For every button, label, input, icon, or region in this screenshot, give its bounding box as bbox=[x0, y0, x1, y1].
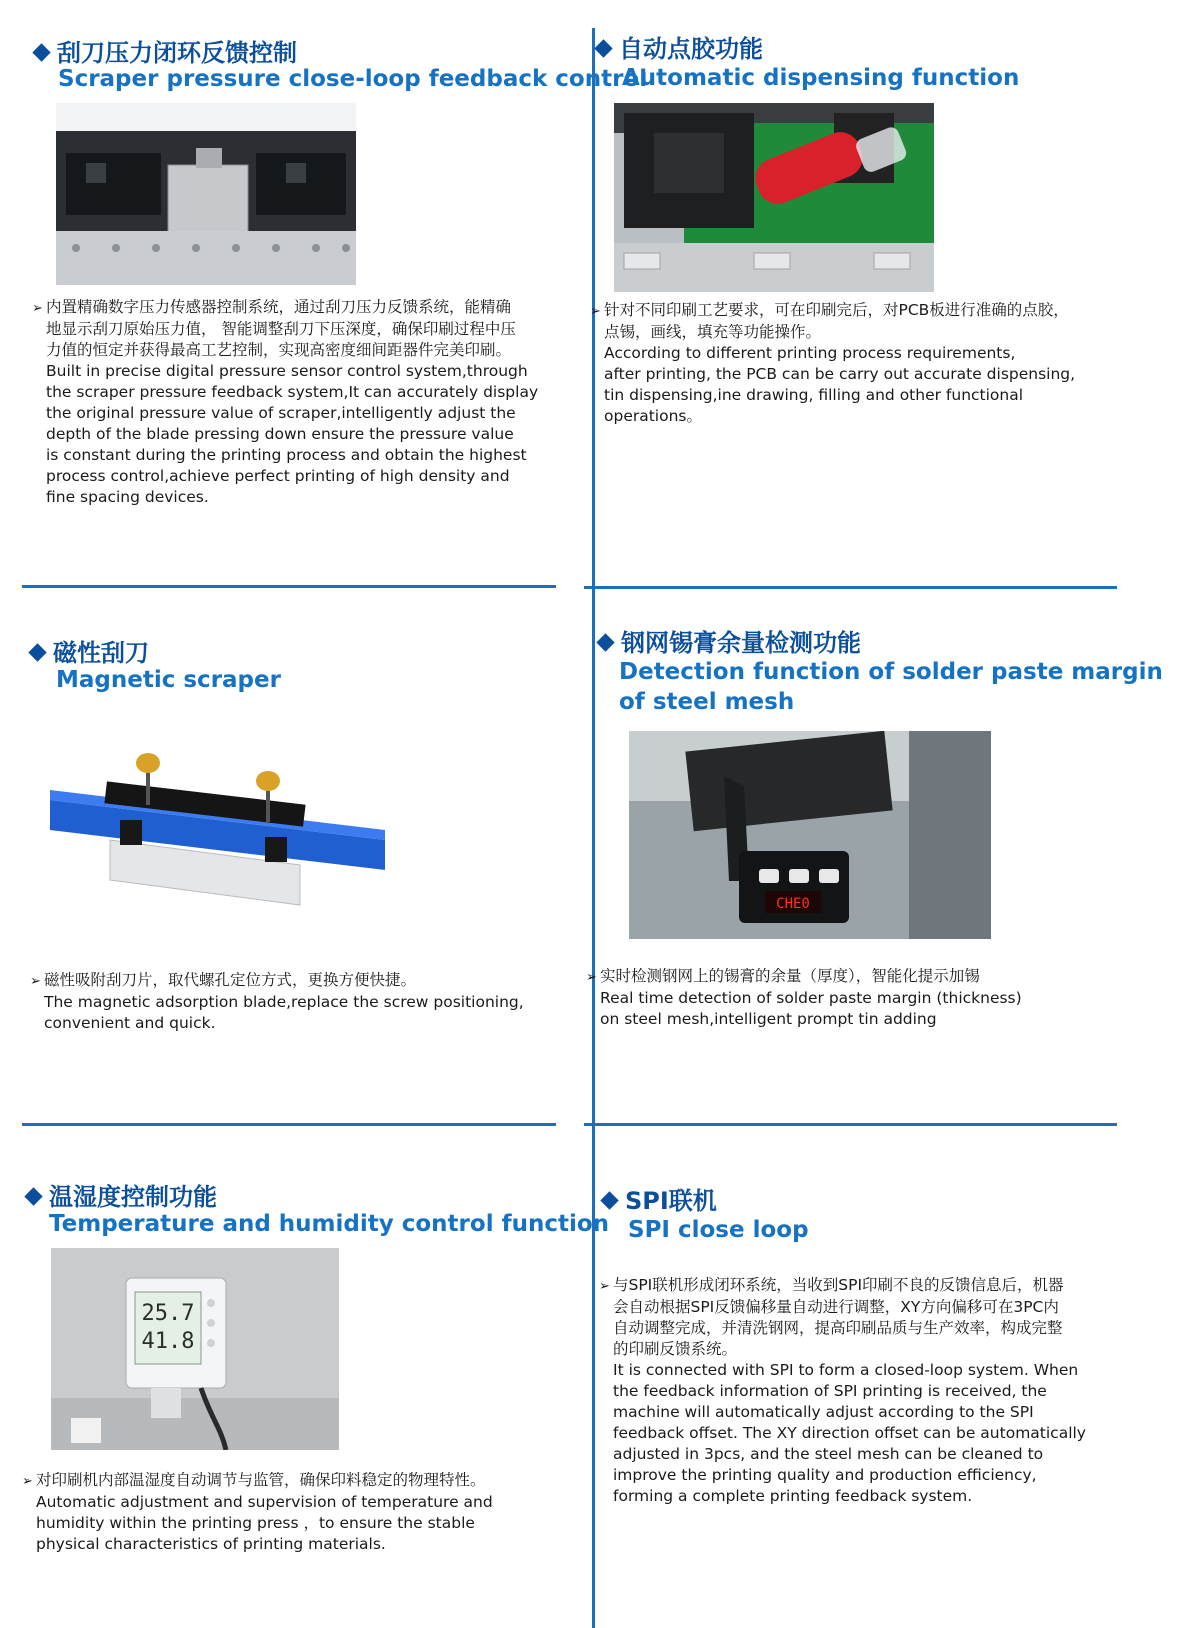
dispensing-photo bbox=[614, 103, 934, 292]
solder-sensor-photo bbox=[629, 731, 991, 939]
section-title-en: Magnetic scraper bbox=[56, 667, 281, 693]
section-title-cn: 钢网锡膏余量检测功能 bbox=[596, 628, 861, 658]
section-title-cn: 磁性刮刀 bbox=[28, 638, 149, 668]
arrow-bullet-icon: ➢ bbox=[30, 974, 41, 989]
diamond-bullet-icon bbox=[594, 39, 612, 57]
temperature-sensor-photo bbox=[51, 1248, 339, 1450]
arrow-bullet-icon: ➢ bbox=[586, 970, 597, 985]
divider-left-1 bbox=[22, 585, 556, 588]
diamond-bullet-icon bbox=[600, 1191, 618, 1209]
section-title-cn: 温湿度控制功能 bbox=[24, 1182, 217, 1212]
section-description: ➢ 与SPI联机形成闭环系统，当收到SPI印刷不良的反馈信息后，机器 会自动根据SPI反馈偏移量自动进行调整，XY方向偏移可在3PC内 自动调整完成，并清洗钢网，提高印刷品质与生产效率，构成完整 的印刷反馈系统。 It is connected with SPI to form a closed-loop system. When the feedback information of SPI printing is received, the machine will automatically adjust according to the SPI feedback offset. The XY direction offset can be automatically adjusted in 3pcs, and the steel mesh can be cleaned to improve the printing quality and production efficiency, forming a complete printing feedback system. bbox=[599, 1276, 1086, 1505]
section-description: ➢ 内置精确数字压力传感器控制系统，通过刮刀压力反馈系统，能精确 地显示刮刀原始压力值， 智能调整刮刀下压深度，确保印刷过程中压 力值的恒定并获得最高工艺控制，实现高密度细间距器件完美印刷。 Built in precise digital pressure sensor control system,through the scraper pressure feedback system,It can accurately display the original pressure value of scraper,intelligently adjust the depth of the blade pressing down ensure the pressure value is constant during the printing process and obtain the highest process control,achieve perfect printing of high density and fine spacing devices. bbox=[32, 298, 539, 506]
arrow-bullet-icon: ➢ bbox=[599, 1279, 610, 1294]
section-description: ➢ 实时检测钢网上的锡膏的余量（厚度），智能化提示加锡 Real time detection of solder paste margin (thickness) on steel mesh,intelligent prompt tin adding bbox=[586, 967, 1022, 1028]
temperature-display: 25.7 bbox=[141, 1301, 195, 1326]
section-title-en: Temperature and humidity control function bbox=[49, 1211, 610, 1237]
section-title-en: Scraper pressure close-loop feedback control bbox=[58, 66, 648, 92]
sensor-display: CHE0 bbox=[776, 896, 810, 912]
section-title-en: Detection function of solder paste margin of steel mesh bbox=[619, 659, 1163, 715]
section-title-en: SPI close loop bbox=[628, 1217, 809, 1243]
arrow-bullet-icon: ➢ bbox=[590, 304, 601, 319]
section-title-cn: 刮刀压力闭环反馈控制 bbox=[32, 38, 297, 68]
scraper-pressure-photo bbox=[56, 103, 356, 285]
divider-right-2 bbox=[584, 1123, 1117, 1126]
arrow-bullet-icon: ➢ bbox=[32, 301, 43, 316]
section-title-cn: 自动点胶功能 bbox=[594, 34, 763, 64]
diamond-bullet-icon bbox=[32, 43, 50, 61]
divider-left-2 bbox=[22, 1123, 556, 1126]
diamond-bullet-icon bbox=[596, 633, 614, 651]
section-description: ➢ 对印刷机内部温湿度自动调节与监管，确保印料稳定的物理特性。 Automatic adjustment and supervision of temperature and humidity within the printing press ，to ensure the stable physical characteristics of printing materials. bbox=[22, 1471, 493, 1553]
arrow-bullet-icon: ➢ bbox=[22, 1474, 33, 1489]
divider-right-1 bbox=[584, 586, 1117, 589]
diamond-bullet-icon bbox=[24, 1187, 42, 1205]
magnetic-scraper-photo bbox=[50, 745, 385, 915]
humidity-display: 41.8 bbox=[141, 1329, 195, 1354]
section-description: ➢ 磁性吸附刮刀片，取代螺孔定位方式，更换方便快捷。 The magnetic adsorption blade,replace the screw positioning, convenient and quick. bbox=[30, 971, 524, 1032]
section-title-en: Automatic dispensing function bbox=[622, 65, 1020, 91]
diamond-bullet-icon bbox=[28, 643, 46, 661]
section-description: ➢ 针对不同印刷工艺要求，可在印刷完后，对PCB板进行准确的点胶， 点锡，画线，填充等功能操作。 According to different printing process requirements, after printing, the PCB can be carry out accurate dispensing, tin dispensing,ine drawing, filling and other functional operations。 bbox=[590, 301, 1076, 425]
vertical-divider bbox=[592, 28, 595, 1628]
section-title-cn: SPI联机 bbox=[600, 1186, 717, 1216]
